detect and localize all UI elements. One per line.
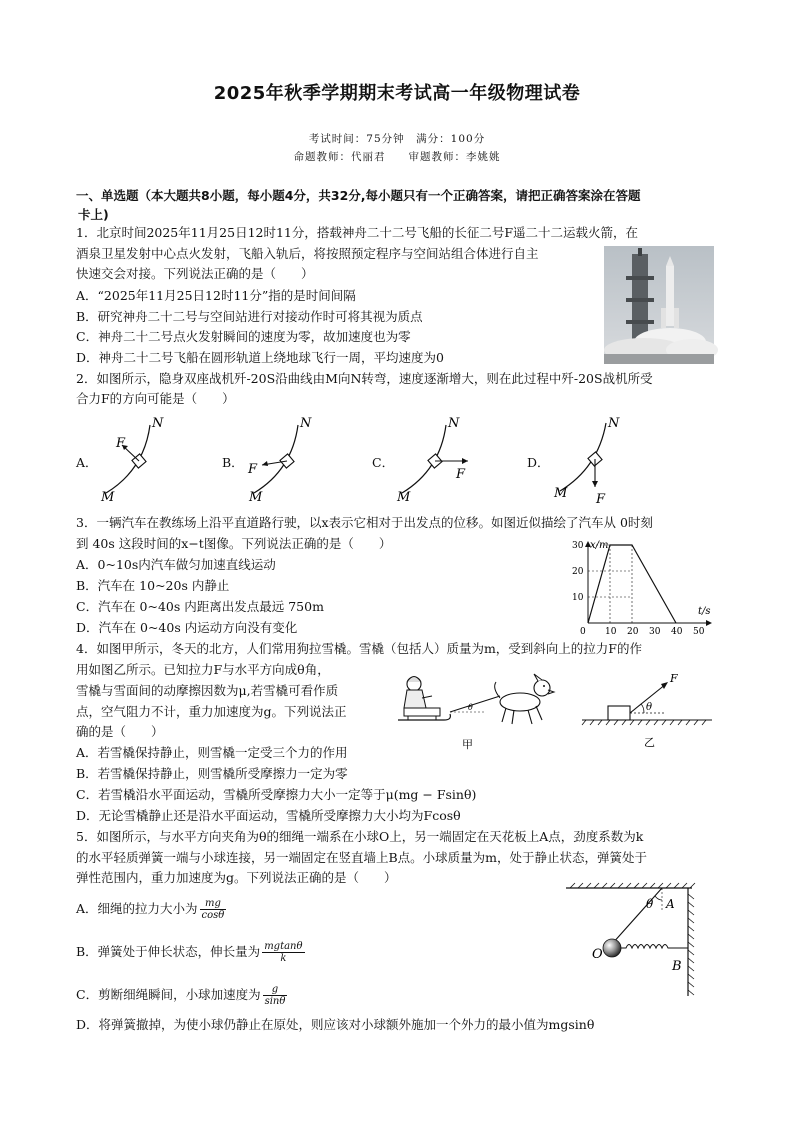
q2-c-label-M: M <box>397 490 411 505</box>
q5-option-b <box>76 941 307 964</box>
q5-option-d: D．将弹簧撤掉，为使小球仍静止在原处，则应该对小球额外施加一个外力的最小值为mgsinθ <box>76 1017 595 1032</box>
q5-line3: 弹性范围内，重力加速度为g。下列说法正确的是（ ） <box>76 870 397 885</box>
q2-option-a-label: A． <box>76 455 98 470</box>
q4-line4: 点，空气阻力不计，重力加速度为g。下列说法正 <box>76 704 347 719</box>
q2-d-label-F: F <box>596 492 606 507</box>
q5-option-a-fraction <box>200 898 227 921</box>
q5-option-c <box>76 984 289 1007</box>
q5-label-O: O <box>592 947 603 962</box>
xt-x-tick-label: 10 <box>605 627 617 637</box>
xt-x-tick-label: 0 <box>580 627 586 637</box>
xt-x-tick-label: 50 <box>693 627 705 637</box>
q1-option-c: C．神舟二十二号点火发射瞬间的速度为零，故加速度也为零 <box>76 329 411 344</box>
q5-line1: 5．如图所示，与水平方向夹角为θ的细绳一端系在小球O上，另一端固定在天花板上A点，劲度系数为k <box>76 829 644 844</box>
section-heading-line1: 一、单选题（本大题共8小题，每小题4分，共32分,每小题只有一个正确答案，请把正确答案涂在答题 <box>76 188 641 203</box>
q5-line2: 的水平轻质弹簧一端与小球连接，另一端固定在竖直墙上B点。小球质量为m，处于静止状态，弹簧处于 <box>76 850 648 865</box>
q1-option-a: A．“2025年11月25日12时11分”指的是时间间隔 <box>76 288 356 303</box>
q5-option-c-text: C．剪断细绳瞬间，小球加速度为 <box>76 987 261 1002</box>
q4-option-c: C．若雪橇沿水平面运动，雪橇所受摩擦力大小一定等于μ(mg − Fsinθ) <box>76 787 477 802</box>
q5-option-b-text: B．弹簧处于伸长状态，伸长量为 <box>76 944 261 959</box>
dog-sled-figure <box>392 668 572 752</box>
q2-option-d-label: D． <box>527 455 550 470</box>
q2-option-b-diagram <box>244 415 324 505</box>
q3-option-a: A．0~10s内汽车做匀加速直线运动 <box>76 557 276 572</box>
q2-option-b-label: B． <box>222 455 244 470</box>
q1-option-d: D．神舟二十二号飞船在圆形轨道上绕地球飞行一周，平均速度为0 <box>76 350 444 365</box>
q4-line5: 确的是（ ） <box>76 724 164 739</box>
xt-y-tick-label: 20 <box>572 567 584 577</box>
q2-option-c-diagram <box>392 415 482 505</box>
q1-option-b: B．研究神舟二十二号与空间站进行对接动作时可将其视为质点 <box>76 309 423 324</box>
q2-d-label-N: N <box>608 416 620 431</box>
q2-c-label-F: F <box>456 467 466 482</box>
q4-line1: 4．如图甲所示，冬天的北方，人们常用狗拉雪橇。雪橇（包括人）质量为m，受到斜向上的拉力F的作 <box>76 641 642 656</box>
q2-b-label-M: M <box>249 490 263 505</box>
q2-option-a-diagram <box>96 415 176 505</box>
block-force-figure <box>578 668 718 752</box>
xt-ylabel: x/m <box>590 540 609 551</box>
q4-yi-label-F: F <box>670 672 678 685</box>
xt-x-tick-label: 20 <box>627 627 639 637</box>
q5-a-numerator: mg <box>200 898 227 910</box>
q5-label-B: B <box>672 959 682 974</box>
teachers-info: 命题教师：代丽君 审题教师：李姚姚 <box>293 151 501 163</box>
q5-a-denominator: cosθ <box>201 910 225 921</box>
q2-a-label-M: M <box>101 490 115 505</box>
q5-label-theta: θ <box>646 897 654 911</box>
xt-chart <box>560 537 720 637</box>
q4-line3: 雪橇与雪面间的动摩擦因数为μ,若雪橇可看作质 <box>76 683 339 698</box>
q1-line2: 酒泉卫星发射中心点火发射，飞船入轨后，将按照预定程序与空间站组合体进行自主 <box>76 246 539 261</box>
q5-option-a <box>76 898 228 921</box>
section-heading <box>76 186 726 224</box>
xt-x-tick-label: 30 <box>649 627 661 637</box>
q2-b-label-N: N <box>300 416 312 431</box>
q5-b-denominator: k <box>280 953 287 964</box>
q3-option-b: B．汽车在 10~20s 内静止 <box>76 578 230 593</box>
q1-line1: 1．北京时间2025年11月25日12时11分，搭载神舟二十二号飞船的长征二号F遥二十二运载火箭，在 <box>76 225 639 240</box>
q5-b-numerator: mgtanθ <box>264 941 303 952</box>
q4-option-b: B．若雪橇保持静止，则雪橇所受摩擦力一定为零 <box>76 766 348 781</box>
q2-d-label-M: M <box>554 486 568 501</box>
fig-yi-caption: 乙 <box>644 736 655 749</box>
q3-option-d: D．汽车在 0~40s 内运动方向没有变化 <box>76 620 298 635</box>
rocket-launch-photo <box>604 246 714 364</box>
page-title: 2025年秋季学期期末考试高一年级物理试卷 <box>213 83 581 104</box>
q3-option-c: C．汽车在 0~40s 内距离出发点最远 750m <box>76 599 324 614</box>
exam-info: 考试时间：75分钟 满分：100分 <box>308 133 486 145</box>
q2-option-d-diagram <box>550 413 630 508</box>
q5-label-A: A <box>666 897 675 911</box>
q4-yi-theta: θ <box>646 702 653 713</box>
q2-line1: 2．如图所示，隐身双座战机歼-20S沿曲线由M向N转弯，速度逐渐增大，则在此过程中歼-20S战机所受 <box>76 371 653 386</box>
q4-option-a: A．若雪橇保持静止，则雪橇一定受三个力的作用 <box>76 745 348 760</box>
q5-option-b-fraction <box>262 941 304 964</box>
q2-c-label-N: N <box>448 416 460 431</box>
q2-b-label-F: F <box>248 462 258 477</box>
q4-line2: 用如图乙所示。已知拉力F与水平方向成θ角， <box>76 662 330 677</box>
q4-option-d: D．无论雪橇静止还是沿水平面运动，雪橇所受摩擦力大小均为Fcosθ <box>76 808 461 823</box>
q5-c-numerator: g <box>263 984 288 996</box>
xt-y-tick-label: 30 <box>572 541 584 551</box>
q3-line2: 到 40s 这段时间的x−t图像。下列说法正确的是（ ） <box>76 536 392 551</box>
xt-series-line <box>588 545 676 623</box>
fig-jia-caption: 甲 <box>462 738 473 751</box>
section-heading-line2: 卡上) <box>78 207 109 222</box>
q2-a-label-N: N <box>152 416 164 431</box>
q4-jia-theta: θ <box>468 703 473 712</box>
xt-xlabel: t/s <box>698 606 711 617</box>
q5-option-a-text: A．细绳的拉力大小为 <box>76 901 198 916</box>
ball-spring-diagram <box>560 880 710 1000</box>
q2-option-c-label: C． <box>372 455 395 470</box>
q5-c-denominator: sinθ <box>264 996 286 1007</box>
q3-line1: 3．一辆汽车在教练场上沿平直道路行驶，以x表示它相对于出发点的位移。如图近似描绘了汽车从 0时刻 <box>76 515 653 530</box>
xt-x-tick-label: 40 <box>671 627 683 637</box>
q2-a-label-F: F <box>116 436 126 451</box>
q1-line3: 快速交会对接。下列说法正确的是（ ） <box>76 266 314 281</box>
xt-y-tick-label: 10 <box>572 593 584 603</box>
q2-line2: 合力F的方向可能是（ ） <box>76 391 235 406</box>
q5-option-c-fraction <box>263 984 288 1007</box>
